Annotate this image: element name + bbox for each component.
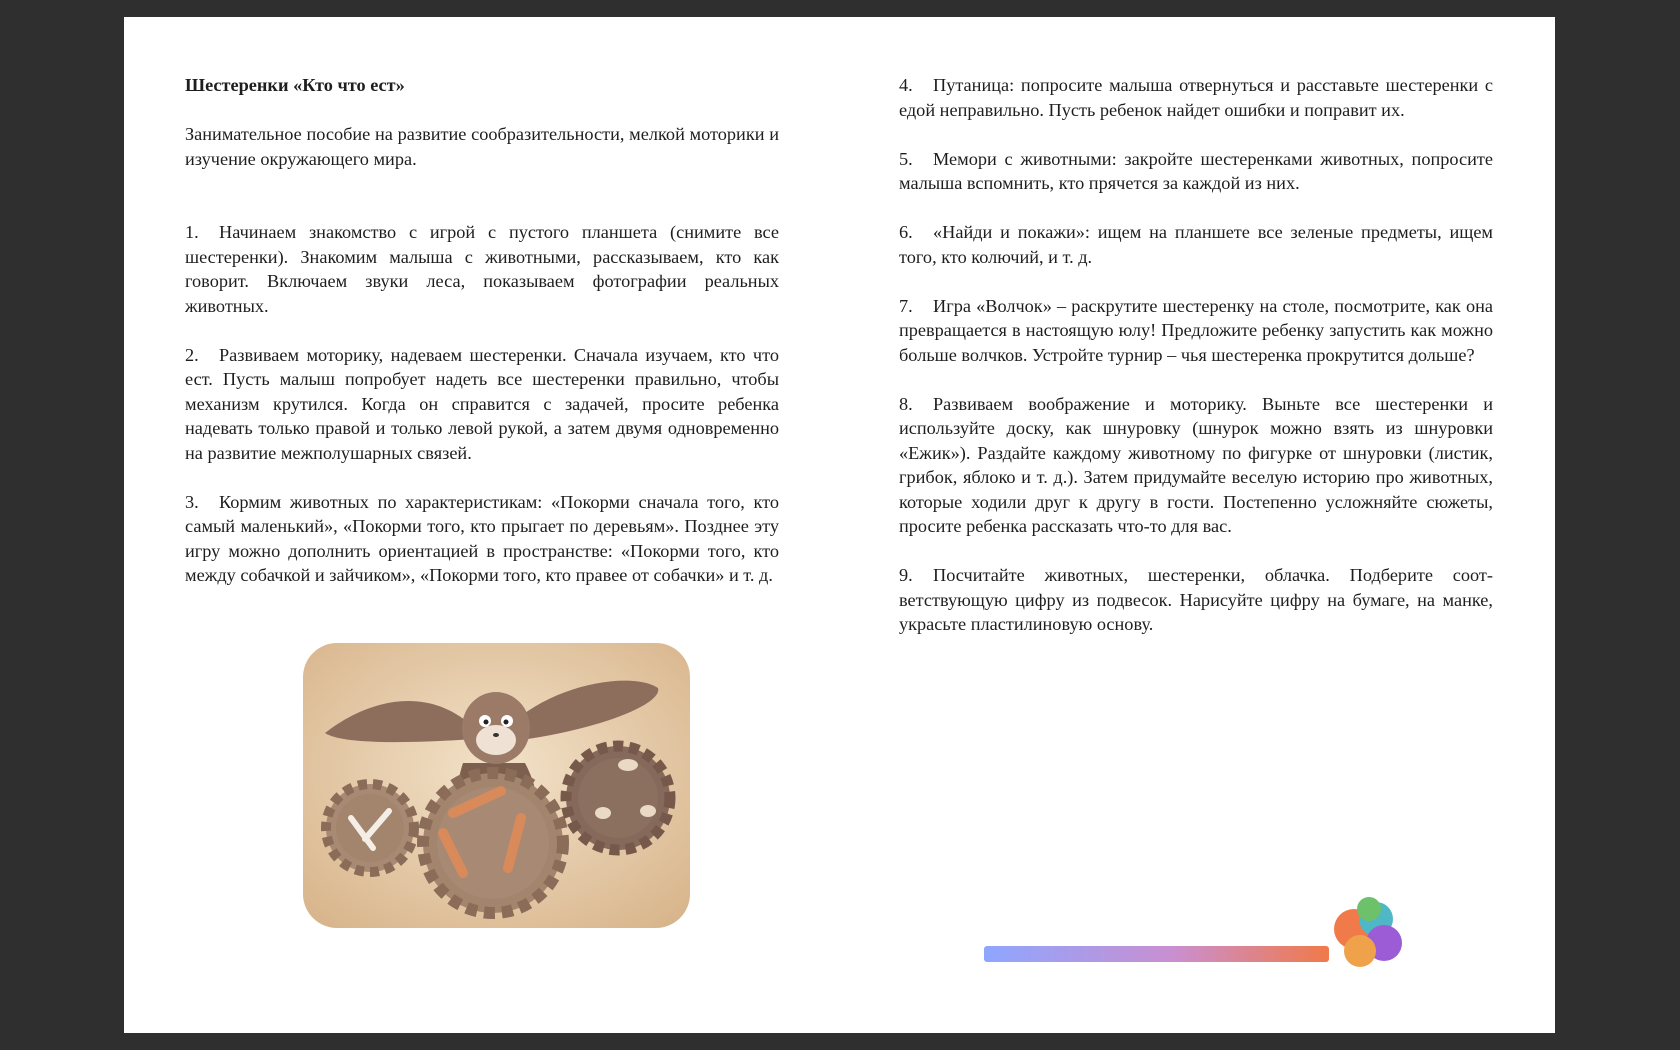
gear-left	[326, 784, 414, 872]
publisher-logo	[984, 891, 1404, 983]
list-item	[899, 392, 1493, 539]
item-text: Кормим животных по характеристикам: «Покорми сначала того, кто самый маленький», «Покорми того, кто прыгает по деревьям». Позднее эту игру можно дополнить ориентацией в пространстве: «Покорми того, кто между собачкой и зайчиком», «Покорми того, кто правее от собачки» и т. д.	[185, 491, 779, 585]
gear-right	[566, 746, 670, 850]
item-text: Мемори с животными: закройте шестеренками животных, попросите малыша вспомнить, кто прячется за каждой из них.	[899, 148, 1493, 193]
list-item	[185, 220, 779, 318]
item-text: Игра «Волчок» – раскрутите шестеренку на столе, посмотрите, как она превращается в настоящую юлу! Предложите ребенку запустить как можно больше волчков. Устройте турнир – чья шестеренка прокрутится дольше?	[899, 295, 1493, 365]
item-number: 4.	[899, 75, 913, 95]
item-text: Путаница: попросите малыша отвернуться и расставьте шестеренки с едой неправильно. Пусть ребенок найдет ошибки и поправит их.	[899, 75, 1493, 120]
item-number: 3.	[185, 491, 199, 512]
right-column	[899, 73, 1493, 661]
mushroom-icon	[618, 759, 638, 771]
bunny-nose	[493, 733, 499, 737]
item-text: Начинаем знакомство с игрой с пустого планшета (снимите все шестеренки). Знакомим малыша с животными, рассказываем, кто как говорит. Включаем звуки леса, показываем фотографии реальных животных.	[185, 222, 779, 316]
item-text: Развиваем воображение и моторику. Выньте все шестеренки и используйте доску, как шнуровку (шнурок можно взять из шнуровки «Ежик»). Раздайте каждому животному по фигурке от шнуровки (листик, грибок, яблоко и т. д.). Затем придумайте веселую историю про животных, которые ходили друг к другу в гости. Постепенно усложняйте сюжеты, просите ребенка рассказать что-то для вас.	[899, 393, 1493, 536]
item-number: 6.	[899, 222, 913, 242]
item-number: 1.	[185, 222, 199, 242]
pupil-left	[484, 720, 489, 725]
left-column	[185, 73, 779, 612]
list-item	[185, 343, 779, 466]
item-number: 7.	[899, 295, 913, 316]
list-item	[899, 220, 1493, 269]
pupil-right	[504, 720, 509, 725]
puzzle-strip	[984, 946, 1329, 962]
intro-paragraph: Занимательное пособие на развитие сообразительности, мелкой моторики и изучение окружающего мира.	[185, 124, 779, 169]
item-text: Посчитайте животных, шестеренки, облачка. Подберите соответствующую цифру из подвесок. Нарисуйте цифру на бумаге, на манке, украсьте пластилиновую основу.	[899, 565, 1493, 634]
brain-icon	[1334, 897, 1402, 967]
gear-middle	[423, 773, 563, 913]
item-number: 8.	[899, 393, 913, 414]
list-item	[899, 147, 1493, 196]
item-text: «Найди и покажи»: ищем на планшете все зеленые предметы, ищем того, кто колючий, и т. д.	[899, 222, 1493, 267]
list-item	[899, 73, 1493, 122]
list-item	[899, 563, 1493, 637]
item-number: 9.	[899, 565, 913, 585]
item-number: 5.	[899, 148, 913, 169]
item-number: 2.	[185, 344, 199, 365]
logo-svg	[984, 891, 1404, 983]
bunny-gears-illustration	[303, 643, 690, 928]
section-title: Шестеренки «Кто что ест»	[185, 75, 405, 95]
document-page	[124, 17, 1555, 1033]
mushroom-icon	[640, 805, 656, 817]
bunny-muzzle	[476, 725, 516, 755]
mushroom-icon	[595, 807, 611, 819]
item-text: Развиваем моторику, надеваем шестеренки. Сначала изучаем, кто что ест. Пусть малыш попробует надеть все шестеренки правильно, чтобы механизм крутился. Когда он справится с задачей, просите ребенка надевать только правой и только левой рукой, а затем двумя одновременно на развитие межполушарных связей.	[185, 344, 779, 463]
illustration-svg	[303, 643, 690, 928]
list-item	[185, 490, 779, 588]
list-item	[899, 294, 1493, 368]
